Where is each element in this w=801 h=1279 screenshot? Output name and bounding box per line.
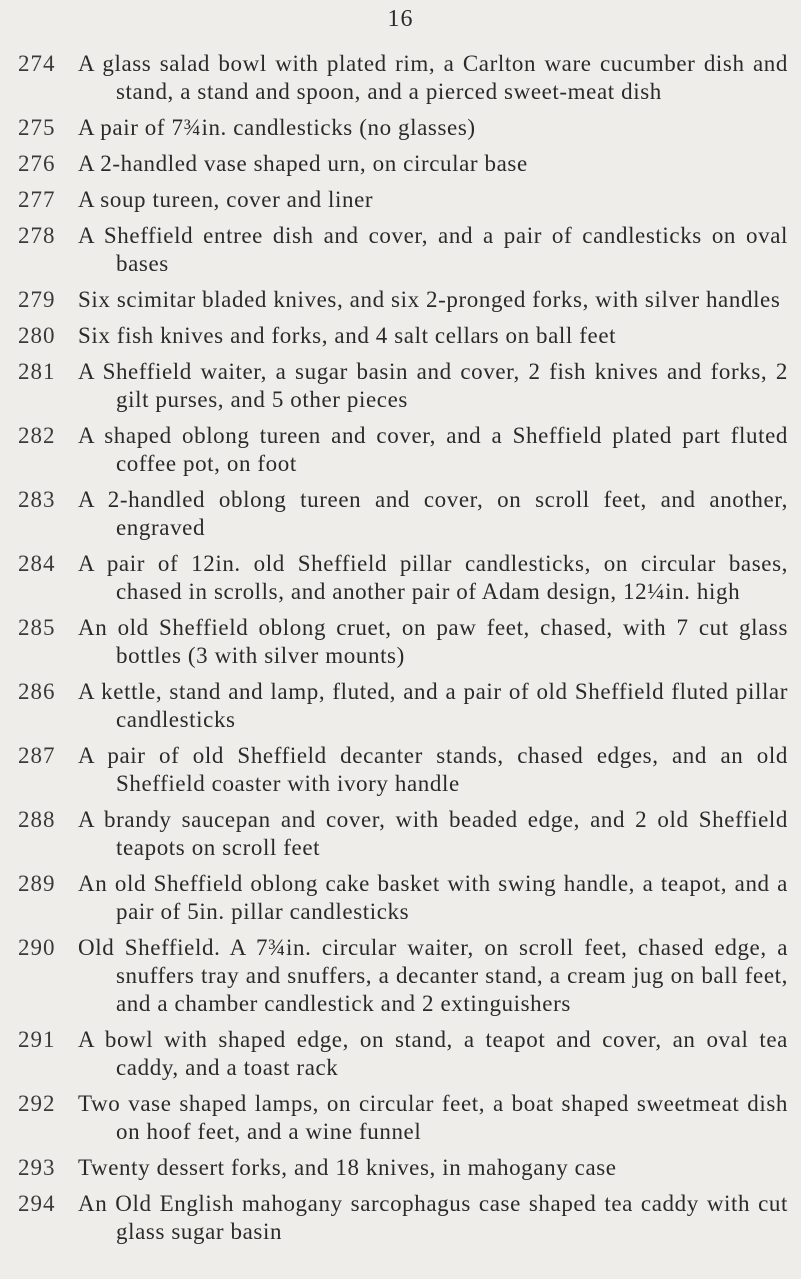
lot-description: A 2-handled vase shaped urn, on circular base [78,151,528,176]
lot-item [18,934,788,1018]
lot-item [18,550,788,606]
lot-description: Two vase shaped lamps, on circular feet, a boat shaped sweetmeat dish on hoof feet, and a wine funnel [78,1091,788,1144]
lot-description: An old Sheffield oblong cake basket with swing handle, a teapot, and a pair of 5in. pillar candlesticks [78,871,788,924]
lot-description: A kettle, stand and lamp, fluted, and a pair of old Sheffield fluted pillar candlesticks [78,679,788,732]
lot-number: 289 [18,871,56,896]
lot-number: 293 [18,1155,56,1180]
lot-item [18,678,788,734]
lot-item [18,614,788,670]
lot-description: A brandy saucepan and cover, with beaded edge, and 2 old Sheffield teapots on scroll feet [78,807,788,860]
lot-number: 283 [18,487,56,512]
lot-description: An Old English mahogany sarcophagus case shaped tea caddy with cut glass sugar basin [78,1191,788,1244]
page-number: 16 [387,6,414,32]
lot-item [18,114,788,142]
lot-item [18,1090,788,1146]
lot-description: A Sheffield waiter, a sugar basin and cover, 2 fish knives and forks, 2 gilt purses, and 5 other pieces [78,359,788,412]
lot-item [18,150,788,178]
lot-item [18,422,788,478]
lot-description: A Sheffield entree dish and cover, and a pair of candlesticks on oval bases [78,223,788,276]
lot-number: 292 [18,1091,56,1116]
lot-description: A shaped oblong tureen and cover, and a Sheffield plated part fluted coffee pot, on foot [78,423,788,476]
lot-item [18,358,788,414]
lot-description: An old Sheffield oblong cruet, on paw feet, chased, with 7 cut glass bottles (3 with silver mounts) [78,615,788,668]
lot-description: A pair of 7¾in. candlesticks (no glasses) [78,115,476,140]
lot-description: Six scimitar bladed knives, and six 2-pronged forks, with silver handles [78,287,781,312]
lot-number: 278 [18,223,56,248]
lot-description: A pair of old Sheffield decanter stands, chased edges, and an old Sheffield coaster with ivory handle [78,743,788,796]
lot-description: Old Sheffield. A 7¾in. circular waiter, on scroll feet, chased edge, a snuffers tray and snuffers, a decanter stand, a cream jug on ball feet, and a chamber candlestick and 2 extinguishers [78,935,788,1016]
lot-item [18,50,788,106]
lot-number: 281 [18,359,56,384]
lot-item [18,322,788,350]
lot-number: 280 [18,323,56,348]
lot-item [18,742,788,798]
lot-item [18,186,788,214]
lot-number: 276 [18,151,56,176]
lot-number: 277 [18,187,56,212]
lot-number: 291 [18,1027,56,1052]
lot-item [18,1026,788,1082]
lot-item [18,806,788,862]
lot-number: 284 [18,551,56,576]
lot-number: 282 [18,423,56,448]
lot-description: A pair of 12in. old Sheffield pillar candlesticks, on circular bases, chased in scrolls, and another pair of Adam design, 12¼in. high [78,551,788,604]
lot-description: A bowl with shaped edge, on stand, a teapot and cover, an oval tea caddy, and a toast rack [78,1027,788,1080]
lot-description: A 2-handled oblong tureen and cover, on scroll feet, and another, engraved [78,487,788,540]
lot-number: 274 [18,51,56,76]
lot-item [18,870,788,926]
lot-list [18,50,788,1254]
lot-description: Six fish knives and forks, and 4 salt cellars on ball feet [78,323,617,348]
lot-number: 275 [18,115,56,140]
lot-number: 290 [18,935,56,960]
lot-description: Twenty dessert forks, and 18 knives, in mahogany case [78,1155,617,1180]
lot-number: 285 [18,615,56,640]
lot-item [18,486,788,542]
lot-description: A glass salad bowl with plated rim, a Carlton ware cucumber dish and stand, a stand and spoon, and a pierced sweet-meat dish [78,51,788,104]
lot-number: 287 [18,743,56,768]
lot-number: 279 [18,287,56,312]
lot-item [18,1190,788,1246]
lot-number: 288 [18,807,56,832]
lot-description: A soup tureen, cover and liner [78,187,374,212]
lot-number: 286 [18,679,56,704]
lot-item [18,1154,788,1182]
lot-number: 294 [18,1191,56,1216]
lot-item [18,286,788,314]
lot-item [18,222,788,278]
